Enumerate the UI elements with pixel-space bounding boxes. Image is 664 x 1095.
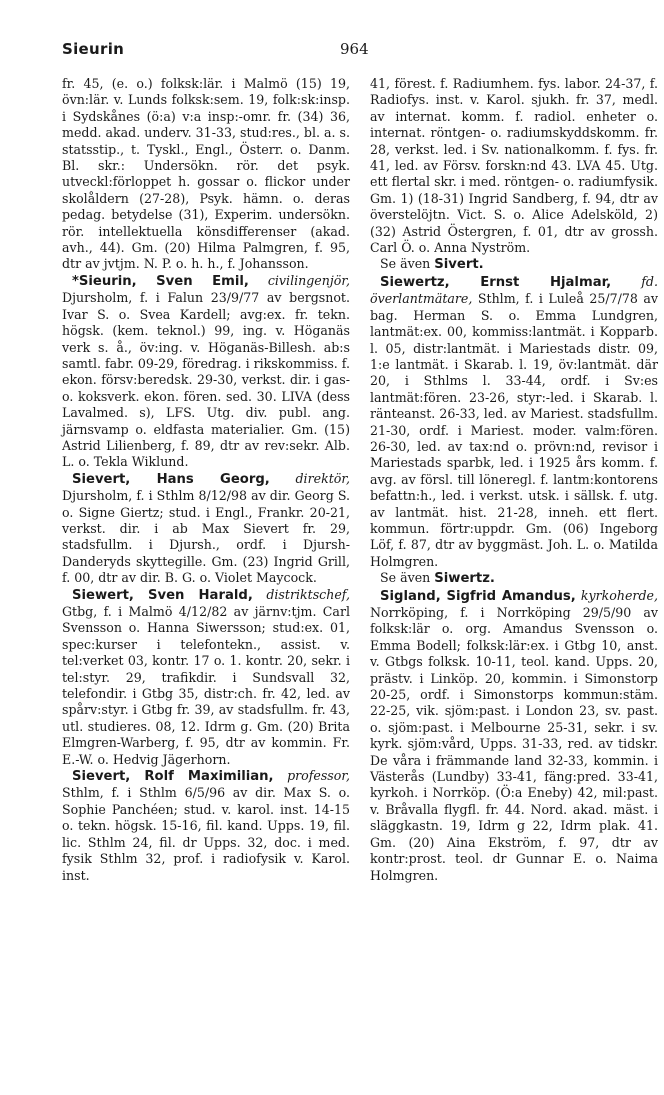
entry-role: fd. överlantmätare, <box>370 273 658 307</box>
entry-text: Sthlm, f. i Sthlm 6/5/96 av dir. Max S. o. Sophie Panchéen; stud. v. karol. inst. 14-15 o. tekn. högsk. 15-16, fil. kand. Upps. 19, fil. lic. Sthlm 24, fil. dr Upps. 32, doc. i med. fysik Sthlm 32, prof. i radiofysik v. Karol. inst. <box>62 785 350 883</box>
entry-sievert-hans-georg <box>62 471 350 587</box>
running-head: Sieurin <box>62 40 125 58</box>
entry-siewertz-ernst-hjalmar <box>370 274 658 570</box>
entry-text: fr. 45, (e. o.) folksk:lär. i Malmö (15) 19, övn:lär. v. Lunds folksk:sem. 19, folk:sk:insp. i Sydskånes (ö:a) v:a insp:-omr. fr. (34) 36, medd. akad. underv. 31-33, stud:res., bl. a. s. statsstip., t. Tyskl., Engl., Österr. o. Danm. Bl. skr.: Undersökn. rör. det psyk. utveckl:förloppet h. gossar o. flickor under skolåldern (27-28), Psyk. hämn. o. deras pedag. betydelse (31), Experim. undersökn. rör. intellektuella könsdifferenser (akad. avh., 44). Gm. (20) Hilma Palmgren, f. 95, dtr av jvtjm. N. P. o. h. h., f. Johansson. <box>62 76 350 272</box>
see-also-label: Se även <box>380 256 435 272</box>
entry-name: Sievert, Rolf Maximilian, <box>72 769 274 785</box>
see-also-ref: Siwertz. <box>434 571 495 587</box>
entry-name: Sigland, Sigfrid Amandus, <box>380 588 576 604</box>
entry-role: direktör, <box>295 470 350 486</box>
page-header <box>62 40 660 66</box>
entry-text: Norrköping, f. i Norrköping 29/5/90 av folksk:lär o. org. Amandus Svensson o. Emma Bodell; folksk:lär:ex. i Gtbg 10, anst. v. Gtbgs folksk. 10-11, teol. kand. Upps. 20, prästv. i Linköp. 20, kommin. i Simonstorp 20-25, ordf. i Simonstorps kommun:stäm. 22-25, vik. sjöm:past. i London 23, sv. past. o. sjöm:past. i Melbourne 25-31, sekr. i sv. kyrk. sjöm:vård, Upps. 31-33, red. av tidskr. De våra i främmande land 32-33, kommin. i Västerås (Lundby) 33-41, fäng:pred. 33-41, kyrkoh. i Norrköp. (Ö:a Eneby) 42, mil:past. v. Bråvalla flygfl. fr. 44. Nord. akad. mäst. i släggkastn. 19, Idrm g 22, Idrm plak. 41. Gm. (20) Aina Ekström, f. 97, dtr av kontr:prost. teol. dr Gunnar E. o. Naima Holmgren. <box>370 605 658 883</box>
entry-name: Siewert, Sven Harald, <box>72 587 253 603</box>
entry-continuation <box>370 76 658 256</box>
entry-text: Djursholm, f. i Falun 23/9/77 av bergsnot. Ivar S. o. Svea Kardell; avg:ex. fr. tekn. högsk. (kem. teknol.) 99, ing. v. Höganäs verk s. å., öv:ing. v. Höganäs-Billesh. ab:s samtl. fabr. 09-29, föredrag. i rikskommiss. f. ekon. försv:beredsk. 29-30, verkst. dir. i gas- o. koksverk. ekon. fören. sed. 30. LIVA (dess Lavalmed. s), LFS. Utg. div. publ. ang. järnsvamp o. eldfasta materialier. Gm. (15) Astrid Lilienberg, f. 89, dtr av rev:sekr. Alb. L. o. Tekla Wiklund. <box>62 290 351 470</box>
entry-name: Sievert, Hans Georg, <box>72 471 270 487</box>
entry-role: professor, <box>287 768 350 784</box>
cross-reference <box>370 256 658 273</box>
entry-role: distriktschef, <box>266 586 350 602</box>
entry-role: kyrkoherde, <box>580 587 658 603</box>
entry-continuation <box>62 76 350 273</box>
cross-reference <box>370 570 658 587</box>
entry-name: Siewertz, Ernst Hjalmar, <box>380 274 612 290</box>
left-column <box>62 76 350 884</box>
entry-text: Sthlm, f. i Luleå 25/7/78 av bag. Herman S. o. Emma Lundgren, lantmät:ex. 00, kommiss:lantmät. i Kopparb. l. 05, distr:lantmät. i Mariestads distr. 09, 1:e lantmät. i Skarab. l. 19, öv:lantmät. där 20, i Sthlms l. 33-44, ordf. i Sv:es lantmät:fören. 23-26, styr:-led. i Skarab. l. ränteanst. 26-33, led. av Mariest. stadsfullm. 21-30, ordf. i Mariest. moder. valm:fören. 26-30, led. av tax:nd o. prövn:nd, revisor i Mariestads sparbk, led. i 1925 års komm. f. avg. av försl. till löneregl. f. lantm:kontorens befattn:h., led. i verkst. utsk. i sällsk. f. utg. av lantmät. hist. 21-28, inneh. ett flert. kommun. förtr:uppdr. Gm. (06) Ingeborg Löf, f. 87, dtr av byggmäst. Joh. L. o. Matilda Holmgren. <box>370 291 658 569</box>
entry-role: civilingenjör, <box>267 272 350 288</box>
entry-text: Djursholm, f. i Sthlm 8/12/98 av dir. Georg S. o. Signe Giertz; stud. i Engl., Frankr. 20-21, verkst. dir. i ab Max Sievert fr. 29, stadsfullm. i Djursh., ordf. i Djursh-Danderyds skyttegille. Gm. (23) Ingrid Grill, f. 00, dtr av dir. B. G. o. Violet Maycock. <box>62 488 350 586</box>
entry-name: *Sieurin, Sven Emil, <box>72 273 249 289</box>
see-also-label: Se även <box>380 570 435 586</box>
entry-sigland-sigfrid-amandus <box>370 588 658 884</box>
entry-sievert-rolf-maximilian <box>62 768 350 884</box>
entry-text: Gtbg, f. i Malmö 4/12/82 av järnv:tjm. Carl Svensson o. Hanna Siwersson; stud:ex. 01, spec:kurser i telefontekn., assist. v. tel:verket 03, kontr. 17 o. 1. kontr. 20, sekr. i tel:styr. 29, trafikdir. i Sundsvall 32, telefondir. i Gtbg 35, distr:ch. fr. 42, led. av spårv:styr. i Gtbg fr. 39, av stadsfullm. fr. 43, utl. studieres. 08, 12. Idrm g. Gm. (20) Brita Elmgren-Warberg, f. 95, dtr av kommin. Fr. E.-W. o. Hedvig Jägerhorn. <box>62 604 350 767</box>
page-number: 964 <box>340 40 369 58</box>
entry-text: 41, förest. f. Radiumhem. fys. labor. 24-37, f. Radiofys. inst. v. Karol. sjukh. fr. 37, medl. av internat. komm. f. radiol. enheter o. internat. röntgen- o. radiumskyddskomm. fr. 28, verkst. led. i Sv. nationalkomm. f. fys. fr. 41, led. av Försv. forskn:nd 43. LVA 45. Utg. ett flertal skr. i med. röntgen- o. radiumfysik. Gm. 1) (18-31) Ingrid Sandberg, f. 94, dtr av överstelöjtn. Vict. S. o. Alice Adelsköld, 2) (32) Astrid Östergren, f. 01, dtr av grossh. Carl Ö. o. Anna Nyström. <box>370 76 658 256</box>
entry-sieurin-sven-emil <box>62 273 350 471</box>
entry-siewert-sven-harald <box>62 587 350 768</box>
see-also-ref: Sivert. <box>434 257 484 273</box>
right-column <box>370 76 658 884</box>
